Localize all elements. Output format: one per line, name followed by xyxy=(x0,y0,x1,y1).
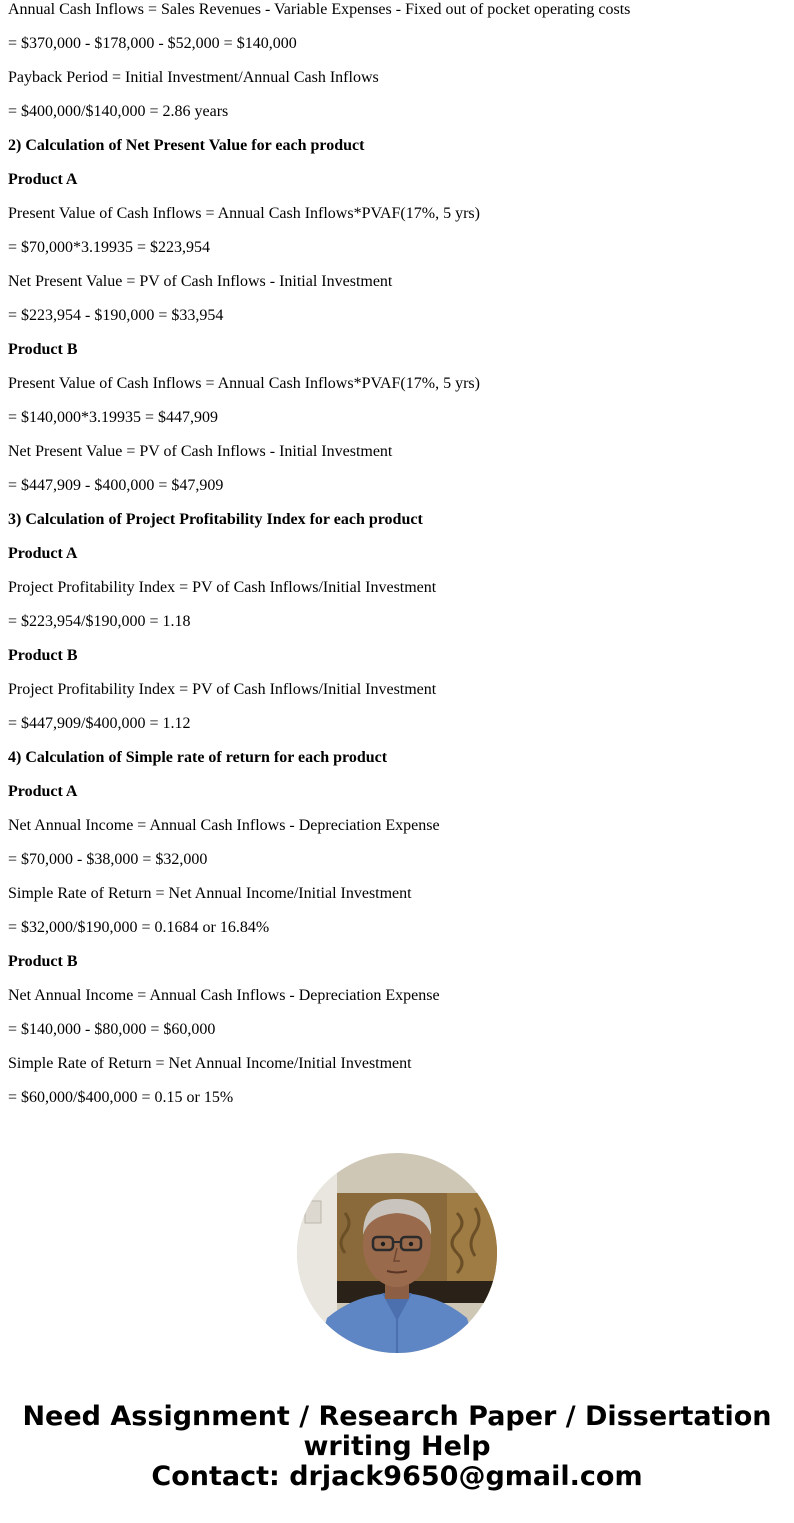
section-heading: 2) Calculation of Net Present Value for each product xyxy=(8,137,365,154)
solution-text xyxy=(8,0,788,1122)
text-line: = $140,000*3.19935 = $447,909 xyxy=(8,409,219,426)
text-line: = $70,000 - $38,000 = $32,000 xyxy=(8,851,208,868)
text-line: Project Profitability Index = PV of Cash Inflows/Initial Investment xyxy=(8,579,437,596)
text-line: Present Value of Cash Inflows = Annual Cash Inflows*PVAF(17%, 5 yrs) xyxy=(8,205,480,222)
text-line: = $223,954/$190,000 = 1.18 xyxy=(8,613,191,630)
text-line: = $70,000*3.19935 = $223,954 xyxy=(8,239,211,256)
footer-headline: Need Assignment / Research Paper / Dissertation xyxy=(22,1401,772,1432)
contact-email: Contact: drjack9650@gmail.com xyxy=(151,1461,643,1492)
section-heading: Product B xyxy=(8,647,78,664)
text-line: Present Value of Cash Inflows = Annual Cash Inflows*PVAF(17%, 5 yrs) xyxy=(8,375,480,392)
contact-banner xyxy=(0,1402,794,1492)
section-heading: 3) Calculation of Project Profitability Index for each product xyxy=(8,511,423,528)
section-heading: Product A xyxy=(8,171,78,188)
section-heading: Product B xyxy=(8,341,78,358)
text-line: Project Profitability Index = PV of Cash Inflows/Initial Investment xyxy=(8,681,437,698)
text-line: Net Present Value = PV of Cash Inflows - Initial Investment xyxy=(8,273,393,290)
text-line: = $32,000/$190,000 = 0.1684 or 16.84% xyxy=(8,919,270,936)
text-line: Net Present Value = PV of Cash Inflows - Initial Investment xyxy=(8,443,393,460)
person-portrait-icon xyxy=(297,1153,497,1353)
text-line: = $60,000/$400,000 = 0.15 or 15% xyxy=(8,1089,234,1106)
author-photo xyxy=(297,1153,497,1353)
text-line: Net Annual Income = Annual Cash Inflows - Depreciation Expense xyxy=(8,987,440,1004)
text-line: = $140,000 - $80,000 = $60,000 xyxy=(8,1021,216,1038)
section-heading: 4) Calculation of Simple rate of return for each product xyxy=(8,749,388,766)
text-line: Simple Rate of Return = Net Annual Income/Initial Investment xyxy=(8,1055,412,1072)
text-line: = $447,909/$400,000 = 1.12 xyxy=(8,715,191,732)
text-line: = $223,954 - $190,000 = $33,954 xyxy=(8,307,224,324)
section-heading: Product A xyxy=(8,545,78,562)
section-heading: Product A xyxy=(8,783,78,800)
text-line: Annual Cash Inflows = Sales Revenues - Variable Expenses - Fixed out of pocket operating costs xyxy=(8,1,631,18)
section-heading: Product B xyxy=(8,953,78,970)
footer-subheadline: writing Help xyxy=(303,1431,491,1462)
text-line: = $370,000 - $178,000 - $52,000 = $140,000 xyxy=(8,35,297,52)
text-line: = $400,000/$140,000 = 2.86 years xyxy=(8,103,229,120)
text-line: = $447,909 - $400,000 = $47,909 xyxy=(8,477,224,494)
text-line: Net Annual Income = Annual Cash Inflows - Depreciation Expense xyxy=(8,817,440,834)
text-line: Simple Rate of Return = Net Annual Income/Initial Investment xyxy=(8,885,412,902)
text-line: Payback Period = Initial Investment/Annual Cash Inflows xyxy=(8,69,379,86)
